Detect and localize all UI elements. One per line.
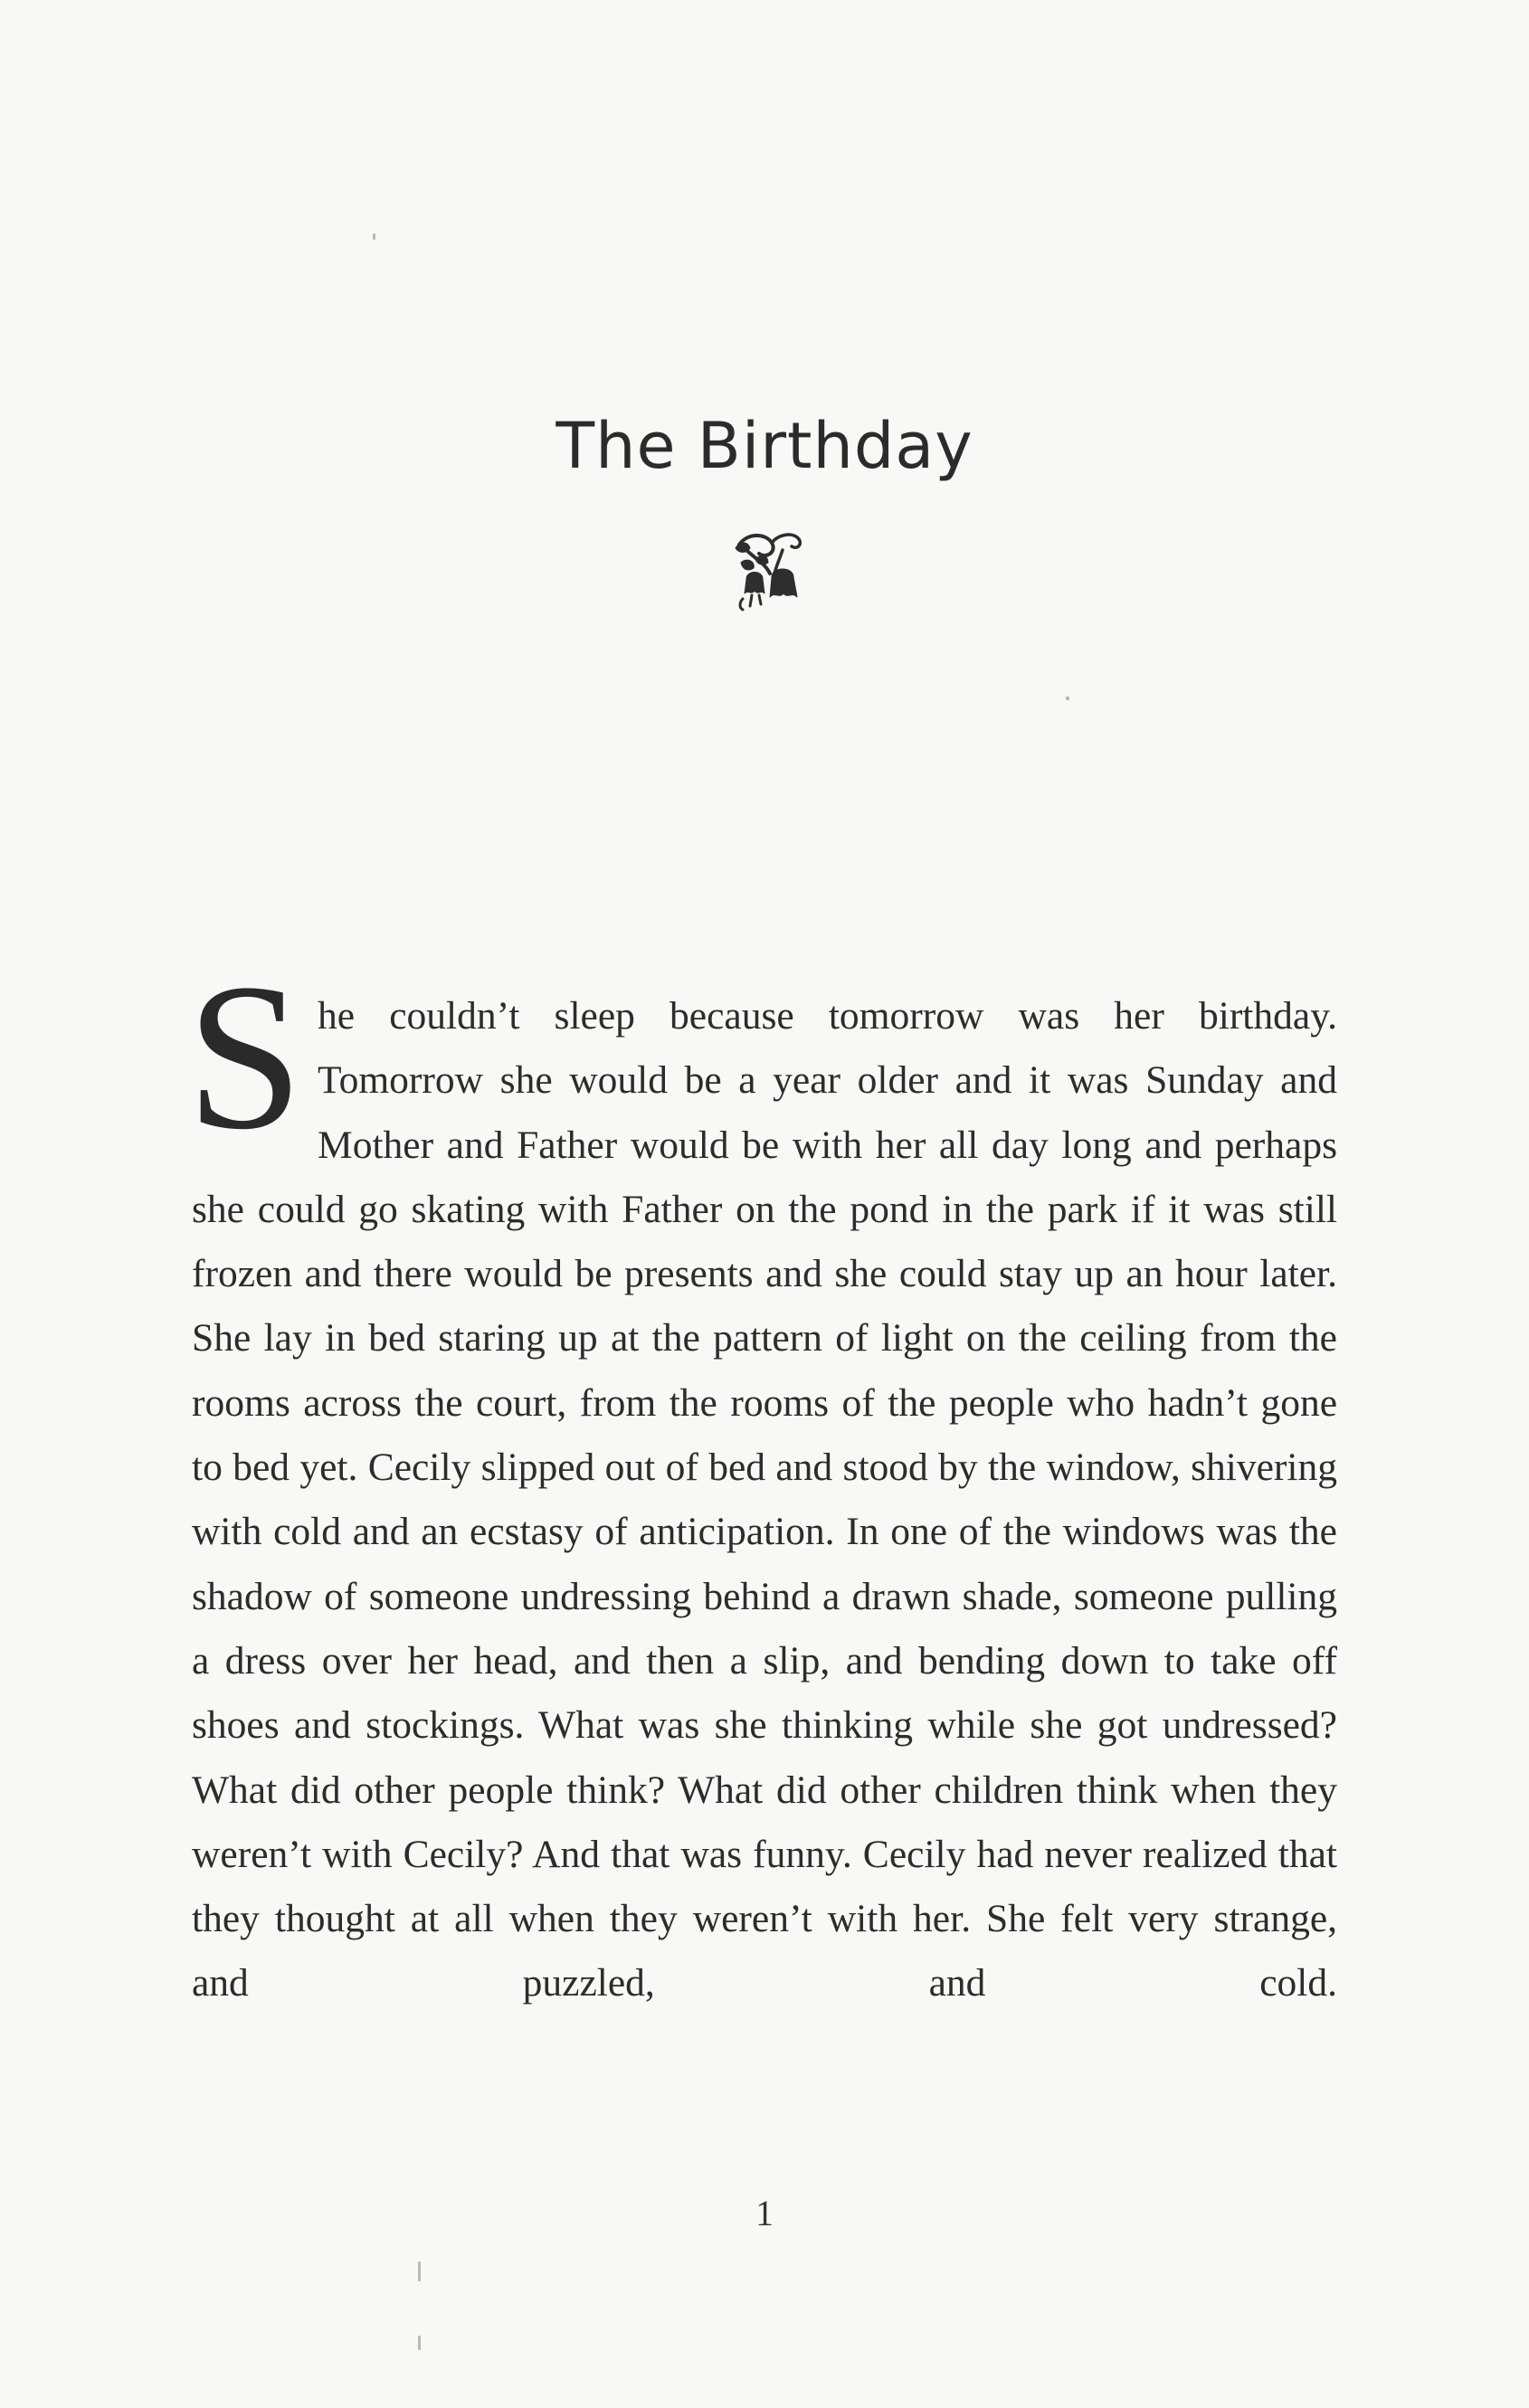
scan-speck <box>418 2336 421 2350</box>
page-number: 1 <box>755 2193 774 2233</box>
scan-speck <box>418 2261 421 2281</box>
chapter-title: The Birthday <box>556 408 973 483</box>
scan-speck <box>1066 697 1069 700</box>
floral-vignette-icon <box>719 523 819 622</box>
paragraph-text: he couldn’t sleep because tomorrow was her birthday. Tomorrow she would be a year older and it was Sunday and Mother and Father would be with her all day long and perhaps she could go skating with Father on the pond in the park if it was still frozen and there would be presents and she could stay up an hour later. She lay in bed staring up at the pattern of light on the ceiling from the rooms across the court, from the rooms of the people who hadn’t gone to bed yet. Cecily slipped out of bed and stood by the window, shivering with cold and an ecstasy of anticipation. In one of the windows was the shadow of someone undressing behind a drawn shade, someone pulling a dress over her head, and then a slip, and bending down to take off shoes and stockings. What was she thinking while she got undressed? What did other people think? What did other children think when they weren’t with Cecily? And that was funny. Cecily had never realized that they thought at all when they weren’t with her. She felt very strange, and puzzled, and cold. <box>192 994 1337 2005</box>
scan-speck <box>373 233 375 240</box>
drop-cap: S <box>186 941 304 1173</box>
chapter-opening-paragraph <box>186 941 1337 2016</box>
